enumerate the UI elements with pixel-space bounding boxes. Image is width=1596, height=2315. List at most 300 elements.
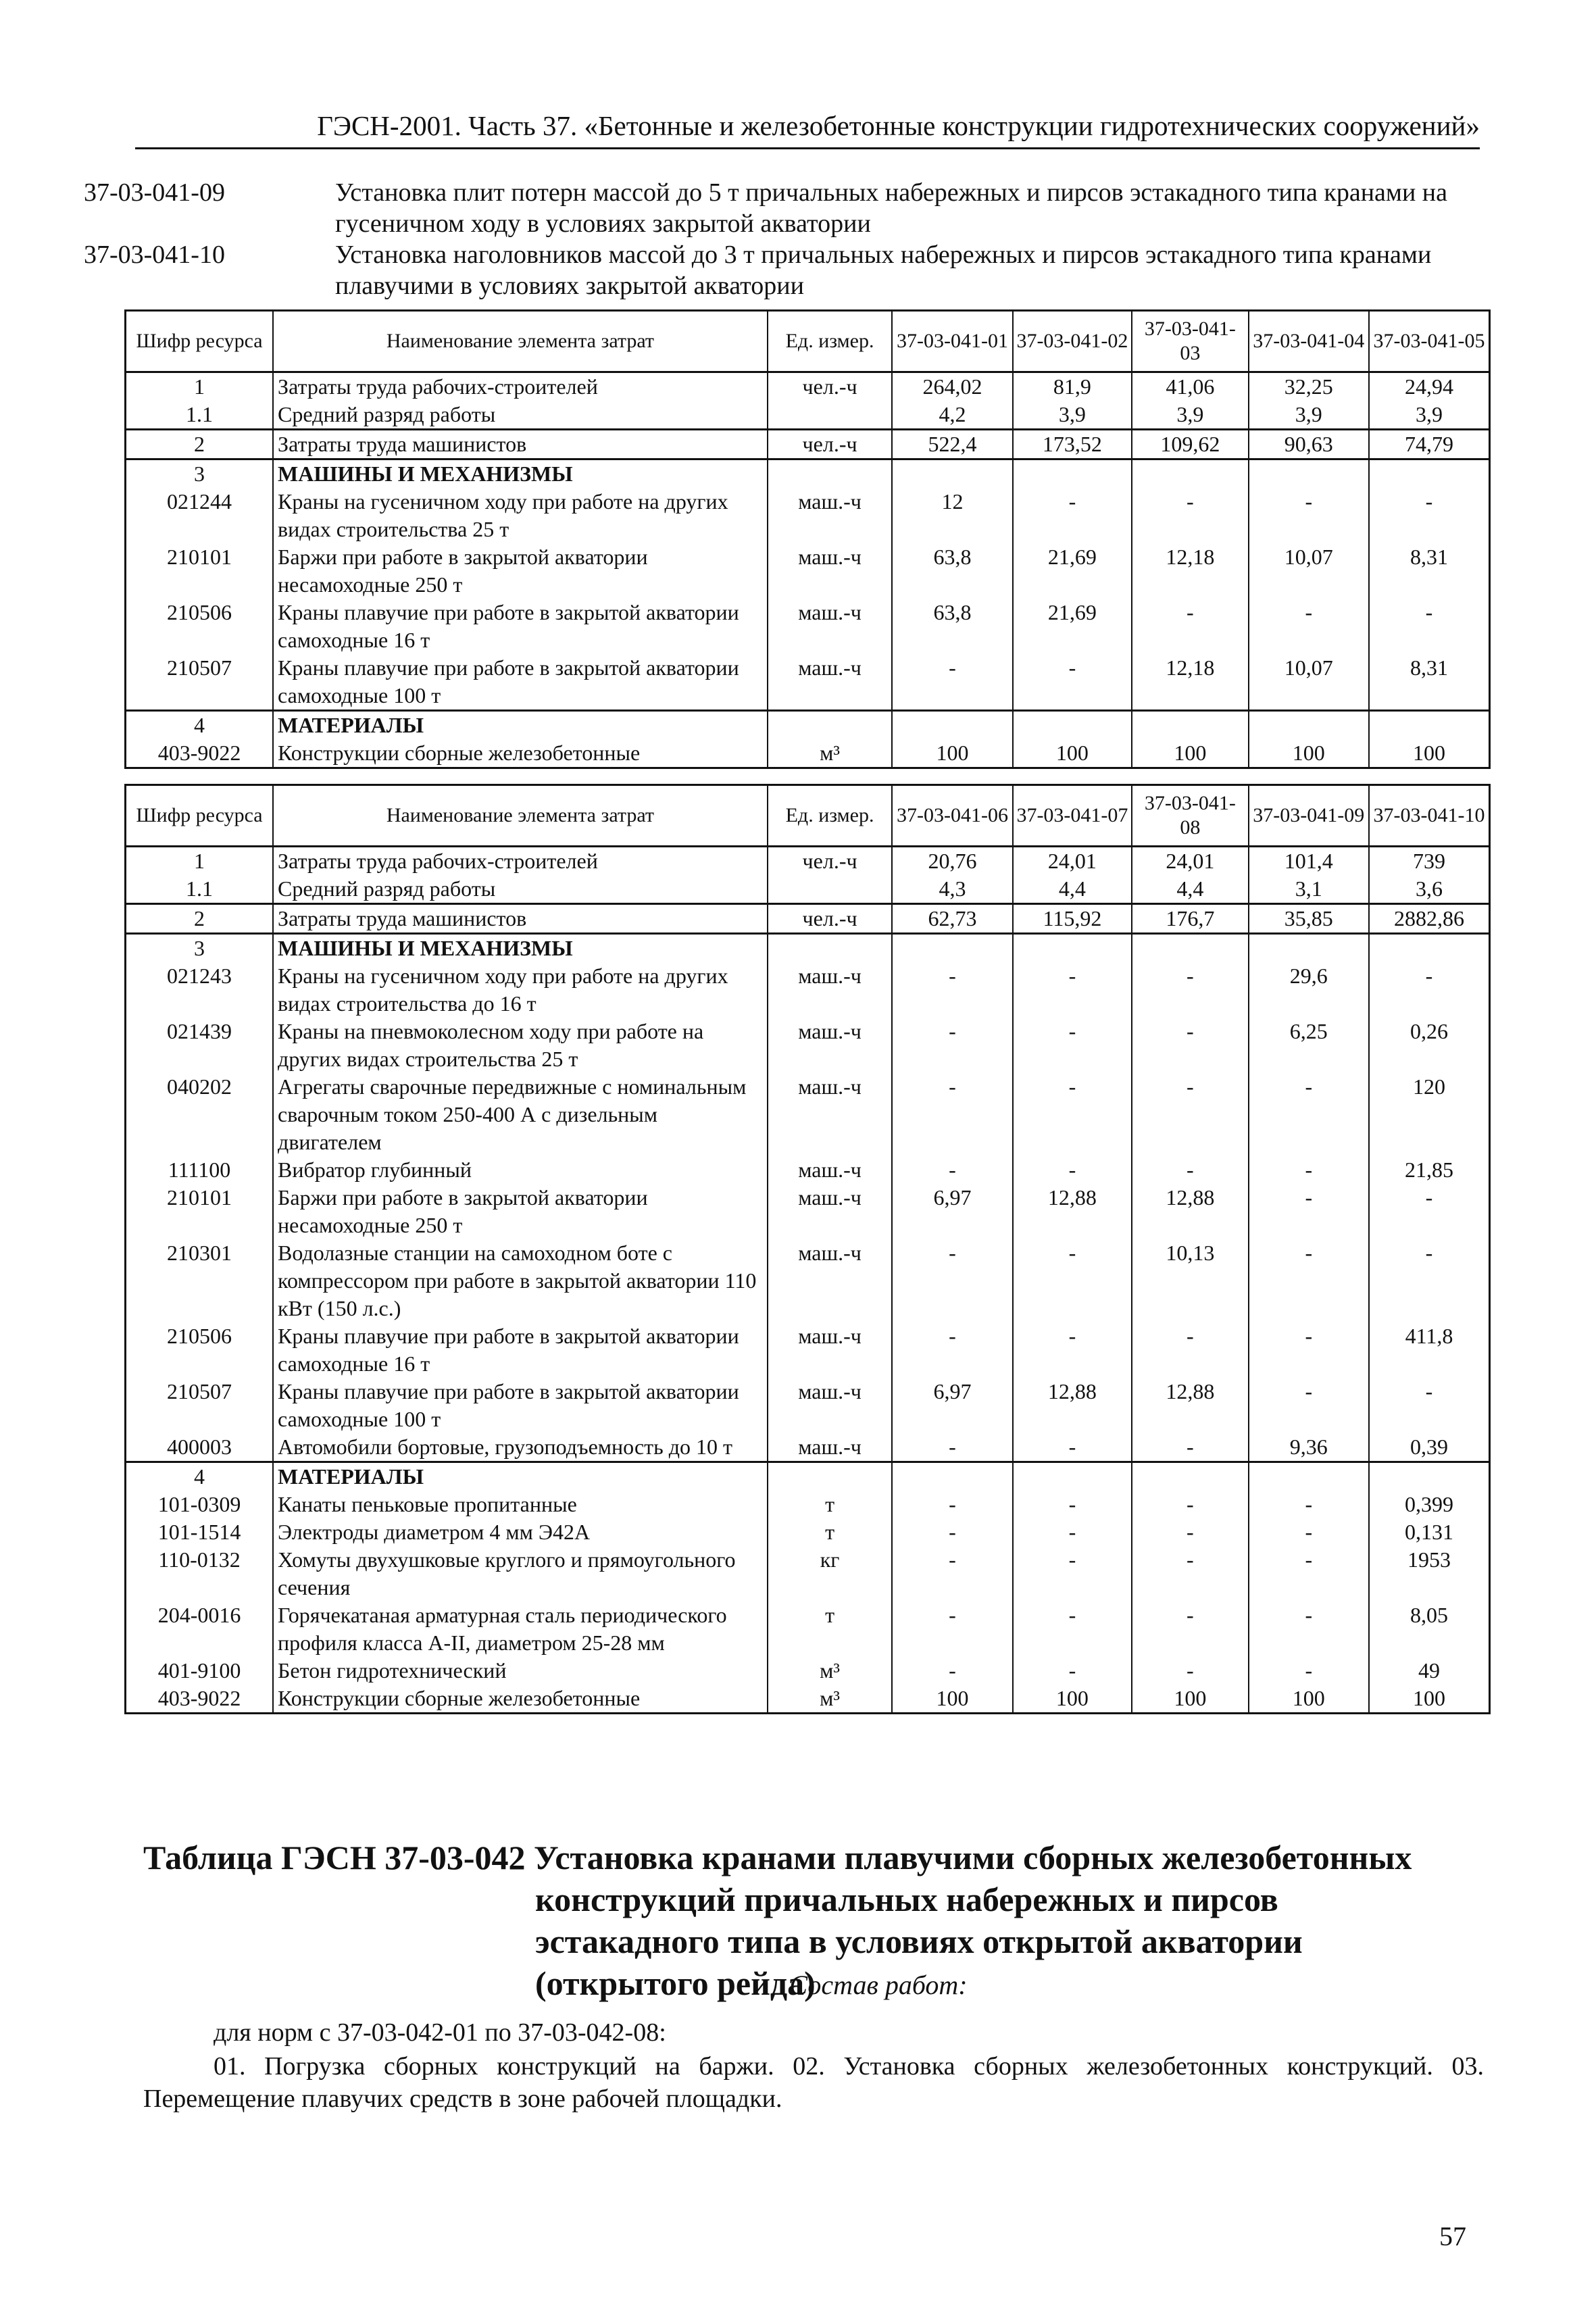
norm-value: 90,63 <box>1249 430 1369 459</box>
norm-value: - <box>1132 962 1248 1018</box>
norm-value: - <box>1249 1322 1369 1378</box>
table-header-row <box>126 311 1490 372</box>
intro-text: Установка плит потерн массой до 5 т причальных набережных и пирсов эстакадного типа кранами на гусеничном ходу в условиях закрытой акватории <box>335 178 1448 238</box>
norm-value: - <box>1249 1073 1369 1156</box>
resource-code: 210507 <box>126 1378 274 1433</box>
resource-unit <box>768 401 892 430</box>
section-title-rest: конструкций причальных набережных и пирсов эстакадного типа в условиях открытой акватории (открытого рейда) <box>535 1881 1303 2002</box>
norm-value: - <box>1013 1491 1132 1518</box>
resource-code: 210301 <box>126 1239 274 1322</box>
header-norm-column: 37-03-041-10 <box>1369 785 1490 847</box>
resource-code: 210506 <box>126 599 274 654</box>
norm-value: 12,88 <box>1132 1378 1248 1433</box>
intro-item <box>84 239 1489 301</box>
norm-value: 173,52 <box>1013 430 1132 459</box>
table-row <box>126 1073 1490 1156</box>
table-row <box>126 711 1490 740</box>
header-rule <box>135 147 1480 149</box>
norm-value: 100 <box>1013 739 1132 768</box>
norm-value: - <box>892 1433 1012 1462</box>
norm-value: 0,39 <box>1369 1433 1490 1462</box>
intro-item <box>84 177 1489 239</box>
table-row <box>126 401 1490 430</box>
section-title-line1: Таблица ГЭСН 37-03-042 Установка кранами плавучими сборных железобетонных <box>143 1839 1412 1876</box>
header-code: Шифр ресурса <box>126 311 274 372</box>
norm-value <box>1013 934 1132 963</box>
norm-value: 24,94 <box>1369 372 1490 401</box>
resource-code: 4 <box>126 711 274 740</box>
norm-value: - <box>1249 1601 1369 1657</box>
header-code: Шифр ресурса <box>126 785 274 847</box>
resource-name: Хомуты двухушковые круглого и прямоугольного сечения <box>273 1546 768 1601</box>
norm-value: 49 <box>1369 1657 1490 1685</box>
norm-value: - <box>1249 599 1369 654</box>
table-body <box>126 847 1490 1714</box>
table-row <box>126 654 1490 711</box>
norm-value: 3,9 <box>1013 401 1132 430</box>
resource-unit: маш.-ч <box>768 1156 892 1184</box>
resource-code: 210101 <box>126 543 274 599</box>
norm-value: 6,97 <box>892 1378 1012 1433</box>
norm-value <box>1249 711 1369 740</box>
norm-value: - <box>1369 1184 1490 1239</box>
for-norms-text: для норм с 37-03-042-01 по 37-03-042-08: <box>214 2018 666 2047</box>
norm-value <box>892 1462 1012 1491</box>
norm-value: 12,88 <box>1013 1184 1132 1239</box>
norm-value: 264,02 <box>892 372 1012 401</box>
norm-value: - <box>1249 488 1369 543</box>
table-row <box>126 1433 1490 1462</box>
resource-unit: кг <box>768 1546 892 1601</box>
resource-name: Бетон гидротехнический <box>273 1657 768 1685</box>
norm-value: 32,25 <box>1249 372 1369 401</box>
norm-value: 63,8 <box>892 543 1012 599</box>
resource-unit: маш.-ч <box>768 1018 892 1073</box>
norm-value: 0,26 <box>1369 1018 1490 1073</box>
norm-value: 12,18 <box>1132 543 1248 599</box>
resource-name: Канаты пеньковые пропитанные <box>273 1491 768 1518</box>
norm-value: - <box>892 1546 1012 1601</box>
table-row <box>126 1601 1490 1657</box>
resource-name: МАТЕРИАЛЫ <box>273 1462 768 1491</box>
table-row <box>126 904 1490 934</box>
table-row <box>126 1491 1490 1518</box>
resource-name: Краны плавучие при работе в закрытой акватории самоходные 16 т <box>273 1322 768 1378</box>
norm-value: 100 <box>1132 1685 1248 1714</box>
resource-code: 110-0132 <box>126 1546 274 1601</box>
table-row <box>126 459 1490 489</box>
norm-value: - <box>1132 1322 1248 1378</box>
resource-name: Затраты труда машинистов <box>273 430 768 459</box>
resource-unit <box>768 934 892 963</box>
resource-name: МАШИНЫ И МЕХАНИЗМЫ <box>273 934 768 963</box>
resource-name: МАШИНЫ И МЕХАНИЗМЫ <box>273 459 768 489</box>
norm-value: - <box>1132 1546 1248 1601</box>
norm-value: - <box>1013 1018 1132 1073</box>
table-header-row <box>126 785 1490 847</box>
resource-unit: маш.-ч <box>768 654 892 711</box>
norm-value <box>1013 711 1132 740</box>
resource-unit: маш.-ч <box>768 1073 892 1156</box>
table-row <box>126 847 1490 876</box>
norm-value: - <box>892 1491 1012 1518</box>
norm-value: 6,97 <box>892 1184 1012 1239</box>
table-row <box>126 739 1490 768</box>
norm-value: 24,01 <box>1013 847 1132 876</box>
resource-code: 403-9022 <box>126 739 274 768</box>
norm-value: - <box>1249 1239 1369 1322</box>
table-row <box>126 1156 1490 1184</box>
resource-code: 1.1 <box>126 875 274 904</box>
norm-value: - <box>892 1156 1012 1184</box>
norm-value: 120 <box>1369 1073 1490 1156</box>
table-row <box>126 1546 1490 1601</box>
norm-value: - <box>1249 1378 1369 1433</box>
norm-value: 101,4 <box>1249 847 1369 876</box>
norm-value: 100 <box>1013 1685 1132 1714</box>
resource-unit <box>768 875 892 904</box>
resource-name: Краны плавучие при работе в закрытой акватории самоходные 16 т <box>273 599 768 654</box>
norm-value: 62,73 <box>892 904 1012 934</box>
resource-name: Агрегаты сварочные передвижные с номинальным сварочным током 250-400 А с дизельным двигателем <box>273 1073 768 1156</box>
norm-value: 21,69 <box>1013 543 1132 599</box>
resource-name: Конструкции сборные железобетонные <box>273 1685 768 1714</box>
resource-code: 101-0309 <box>126 1491 274 1518</box>
header-norm-column: 37-03-041-09 <box>1249 785 1369 847</box>
norm-value: - <box>1132 1433 1248 1462</box>
norm-value: - <box>1132 1156 1248 1184</box>
resource-unit: маш.-ч <box>768 1433 892 1462</box>
resource-code: 021439 <box>126 1018 274 1073</box>
header-unit: Ед. измер. <box>768 311 892 372</box>
resource-name: Затраты труда рабочих-строителей <box>273 847 768 876</box>
resource-name: Электроды диаметром 4 мм Э42А <box>273 1518 768 1546</box>
norm-value: - <box>1249 1184 1369 1239</box>
norm-value: - <box>1249 1491 1369 1518</box>
norm-value: 176,7 <box>1132 904 1248 934</box>
resource-unit <box>768 459 892 489</box>
resource-code: 4 <box>126 1462 274 1491</box>
norm-value: - <box>1013 1601 1132 1657</box>
resource-code: 210507 <box>126 654 274 711</box>
norm-value: - <box>1132 1491 1248 1518</box>
norm-value: 21,69 <box>1013 599 1132 654</box>
norm-value: - <box>892 654 1012 711</box>
norm-value <box>1249 459 1369 489</box>
norm-value: 20,76 <box>892 847 1012 876</box>
running-header: ГЭСН-2001. Часть 37. «Бетонные и железобетонные конструкции гидротехнических сооружений» <box>317 110 1480 141</box>
norm-value: - <box>1013 1239 1132 1322</box>
norm-value: - <box>1013 1518 1132 1546</box>
norm-value: - <box>1132 1657 1248 1685</box>
resource-unit: м³ <box>768 739 892 768</box>
table-row <box>126 1518 1490 1546</box>
norm-value <box>1013 459 1132 489</box>
resource-unit <box>768 711 892 740</box>
norm-value: 3,9 <box>1132 401 1248 430</box>
norm-value: 41,06 <box>1132 372 1248 401</box>
norm-value: 2882,86 <box>1369 904 1490 934</box>
norm-value: 0,131 <box>1369 1518 1490 1546</box>
resource-unit: м³ <box>768 1685 892 1714</box>
resource-unit: маш.-ч <box>768 1184 892 1239</box>
norm-value <box>1369 711 1490 740</box>
norm-value: 9,36 <box>1249 1433 1369 1462</box>
table-row <box>126 1378 1490 1433</box>
table-row <box>126 934 1490 963</box>
resource-name: МАТЕРИАЛЫ <box>273 711 768 740</box>
norm-value: 10,07 <box>1249 543 1369 599</box>
header-norm-column: 37-03-041-03 <box>1132 311 1248 372</box>
header-norm-column: 37-03-041-06 <box>892 785 1012 847</box>
norm-value <box>892 711 1012 740</box>
resource-code: 210506 <box>126 1322 274 1378</box>
norm-value: - <box>1369 1239 1490 1322</box>
norm-value: 63,8 <box>892 599 1012 654</box>
norm-value: - <box>1132 599 1248 654</box>
table-row <box>126 1184 1490 1239</box>
norm-value: 10,13 <box>1132 1239 1248 1322</box>
resource-name: Водолазные станции на самоходном боте с компрессором при работе в закрытой акватории 110 кВт (150 л.с.) <box>273 1239 768 1322</box>
norm-value: 109,62 <box>1132 430 1248 459</box>
norm-value: - <box>1132 1601 1248 1657</box>
composition-label: Состав работ: <box>789 1970 968 2000</box>
resource-code: 400003 <box>126 1433 274 1462</box>
norm-value: 739 <box>1369 847 1490 876</box>
norm-value: 24,01 <box>1132 847 1248 876</box>
norm-value: 12 <box>892 488 1012 543</box>
norm-value <box>1249 934 1369 963</box>
resource-name: Затраты труда машинистов <box>273 904 768 934</box>
norm-value: - <box>1132 1018 1248 1073</box>
norm-value: - <box>1369 599 1490 654</box>
norm-value: - <box>892 962 1012 1018</box>
resource-name: Баржи при работе в закрытой акватории несамоходные 250 т <box>273 1184 768 1239</box>
norm-value <box>892 459 1012 489</box>
norm-value: - <box>1013 1322 1132 1378</box>
resource-unit: т <box>768 1491 892 1518</box>
norm-value: - <box>1369 962 1490 1018</box>
resource-unit: маш.-ч <box>768 1378 892 1433</box>
norm-value: - <box>1013 488 1132 543</box>
resource-unit: чел.-ч <box>768 430 892 459</box>
norm-value: 4,2 <box>892 401 1012 430</box>
header-norm-column: 37-03-041-01 <box>892 311 1012 372</box>
norm-value: 12,88 <box>1132 1184 1248 1239</box>
resource-code: 1 <box>126 372 274 401</box>
norm-value <box>1369 934 1490 963</box>
table-row <box>126 1239 1490 1322</box>
resource-unit: маш.-ч <box>768 1322 892 1378</box>
resource-table-1 <box>124 309 1491 769</box>
resource-name: Вибратор глубинный <box>273 1156 768 1184</box>
resource-name: Автомобили бортовые, грузоподъемность до 10 т <box>273 1433 768 1462</box>
norm-value: 100 <box>1369 739 1490 768</box>
resource-unit: маш.-ч <box>768 1239 892 1322</box>
header-norm-column: 37-03-041-08 <box>1132 785 1248 847</box>
norm-value: - <box>1013 654 1132 711</box>
norm-value: 8,31 <box>1369 543 1490 599</box>
resource-code: 111100 <box>126 1156 274 1184</box>
resource-name: Краны на пневмоколесном ходу при работе на других видах строительства 25 т <box>273 1018 768 1073</box>
norm-value <box>1132 711 1248 740</box>
norm-value: - <box>1369 488 1490 543</box>
norm-value: - <box>1132 488 1248 543</box>
norm-value <box>1013 1462 1132 1491</box>
norm-value <box>1132 459 1248 489</box>
resource-name: Затраты труда рабочих-строителей <box>273 372 768 401</box>
norm-value: - <box>1013 1156 1132 1184</box>
norm-value: - <box>892 1018 1012 1073</box>
resource-code: 1.1 <box>126 401 274 430</box>
norm-value: 1953 <box>1369 1546 1490 1601</box>
table-row <box>126 372 1490 401</box>
norm-value: 35,85 <box>1249 904 1369 934</box>
norm-value <box>1132 1462 1248 1491</box>
norm-value: 3,9 <box>1369 401 1490 430</box>
resource-code: 401-9100 <box>126 1657 274 1685</box>
norm-value: 12,88 <box>1013 1378 1132 1433</box>
resource-name: Краны на гусеничном ходу при работе на других видах строительства 25 т <box>273 488 768 543</box>
norm-value: 100 <box>1132 739 1248 768</box>
norm-value: 6,25 <box>1249 1018 1369 1073</box>
norm-value: 8,05 <box>1369 1601 1490 1657</box>
norm-value: 0,399 <box>1369 1491 1490 1518</box>
norm-value: - <box>892 1239 1012 1322</box>
resource-code: 3 <box>126 459 274 489</box>
norm-value: - <box>892 1657 1012 1685</box>
header-name: Наименование элемента затрат <box>273 785 768 847</box>
norm-value: 12,18 <box>1132 654 1248 711</box>
norm-value: 522,4 <box>892 430 1012 459</box>
norm-value: 411,8 <box>1369 1322 1490 1378</box>
resource-name: Конструкции сборные железобетонные <box>273 739 768 768</box>
norm-value <box>892 934 1012 963</box>
norm-value: - <box>892 1322 1012 1378</box>
resource-code: 101-1514 <box>126 1518 274 1546</box>
resource-code: 021243 <box>126 962 274 1018</box>
norm-value: - <box>1013 1546 1132 1601</box>
intro-code: 37-03-041-09 <box>84 178 225 207</box>
table-row <box>126 1657 1490 1685</box>
resource-table-2 <box>124 784 1491 1714</box>
table-row <box>126 1018 1490 1073</box>
resource-code: 021244 <box>126 488 274 543</box>
resource-code: 2 <box>126 904 274 934</box>
work-description: 01. Погрузка сборных конструкций на баржи. 02. Установка сборных железобетонных конструкций. 03. Перемещение плавучих средств в зоне рабочей площадки. <box>143 2052 1484 2113</box>
norm-value: 3,9 <box>1249 401 1369 430</box>
header-norm-column: 37-03-041-07 <box>1013 785 1132 847</box>
norm-value: 8,31 <box>1369 654 1490 711</box>
norm-value: - <box>892 1518 1012 1546</box>
norm-value: 3,6 <box>1369 875 1490 904</box>
table-row <box>126 1462 1490 1491</box>
header-norm-column: 37-03-041-04 <box>1249 311 1369 372</box>
header-norm-column: 37-03-041-02 <box>1013 311 1132 372</box>
norm-value: 29,6 <box>1249 962 1369 1018</box>
norm-value: - <box>1013 1073 1132 1156</box>
resource-unit <box>768 1462 892 1491</box>
resource-unit: чел.-ч <box>768 372 892 401</box>
resource-code: 040202 <box>126 1073 274 1156</box>
table-row <box>126 599 1490 654</box>
norm-value: 100 <box>892 1685 1012 1714</box>
resource-name: Краны плавучие при работе в закрытой акватории самоходные 100 т <box>273 1378 768 1433</box>
resource-unit: маш.-ч <box>768 488 892 543</box>
resource-unit: маш.-ч <box>768 543 892 599</box>
norm-value: - <box>1249 1657 1369 1685</box>
resource-name: Средний разряд работы <box>273 875 768 904</box>
norm-value <box>1369 459 1490 489</box>
norm-value: 21,85 <box>1369 1156 1490 1184</box>
resource-unit: чел.-ч <box>768 904 892 934</box>
norm-value <box>1249 1462 1369 1491</box>
norm-value: - <box>892 1601 1012 1657</box>
resource-name: Краны на гусеничном ходу при работе на других видах строительства до 16 т <box>273 962 768 1018</box>
table-row <box>126 488 1490 543</box>
norm-value: - <box>1369 1378 1490 1433</box>
table-body <box>126 372 1490 768</box>
norm-value: - <box>1249 1518 1369 1546</box>
intro-text: Установка наголовников массой до 3 т причальных набережных и пирсов эстакадного типа кранами плавучими в условиях закрытой акватории <box>335 241 1432 300</box>
resource-name: Краны плавучие при работе в закрытой акватории самоходные 100 т <box>273 654 768 711</box>
norm-value: - <box>892 1073 1012 1156</box>
table-row <box>126 1322 1490 1378</box>
norm-value: - <box>1249 1156 1369 1184</box>
norm-value: 100 <box>892 739 1012 768</box>
resource-code: 2 <box>126 430 274 459</box>
norm-value: 115,92 <box>1013 904 1132 934</box>
resource-unit: м³ <box>768 1657 892 1685</box>
intro-code: 37-03-041-10 <box>84 241 225 269</box>
page-number: 57 <box>1439 2221 1466 2251</box>
norm-value: 4,3 <box>892 875 1012 904</box>
resource-code: 3 <box>126 934 274 963</box>
resource-code: 1 <box>126 847 274 876</box>
norm-value: 10,07 <box>1249 654 1369 711</box>
resource-code: 403-9022 <box>126 1685 274 1714</box>
resource-unit: чел.-ч <box>768 847 892 876</box>
resource-unit: маш.-ч <box>768 599 892 654</box>
norm-value: 74,79 <box>1369 430 1490 459</box>
table-row <box>126 430 1490 459</box>
header-name: Наименование элемента затрат <box>273 311 768 372</box>
table-row <box>126 875 1490 904</box>
header-norm-column: 37-03-041-05 <box>1369 311 1490 372</box>
table-row <box>126 543 1490 599</box>
resource-code: 210101 <box>126 1184 274 1239</box>
resource-name: Баржи при работе в закрытой акватории несамоходные 250 т <box>273 543 768 599</box>
norm-value: 4,4 <box>1132 875 1248 904</box>
resource-name: Средний разряд работы <box>273 401 768 430</box>
norm-value: 3,1 <box>1249 875 1369 904</box>
norm-value <box>1132 934 1248 963</box>
norm-value: - <box>1249 1546 1369 1601</box>
norm-value: - <box>1132 1073 1248 1156</box>
table-row <box>126 962 1490 1018</box>
norm-value: - <box>1132 1518 1248 1546</box>
table-row <box>126 1685 1490 1714</box>
resource-unit: маш.-ч <box>768 962 892 1018</box>
norm-value: 81,9 <box>1013 372 1132 401</box>
resource-unit: т <box>768 1518 892 1546</box>
norm-value <box>1369 1462 1490 1491</box>
norm-value: 100 <box>1249 1685 1369 1714</box>
norm-value: 100 <box>1249 739 1369 768</box>
resource-code: 204-0016 <box>126 1601 274 1657</box>
resource-name: Горячекатаная арматурная сталь периодического профиля класса А-II, диаметром 25-28 мм <box>273 1601 768 1657</box>
resource-unit: т <box>768 1601 892 1657</box>
